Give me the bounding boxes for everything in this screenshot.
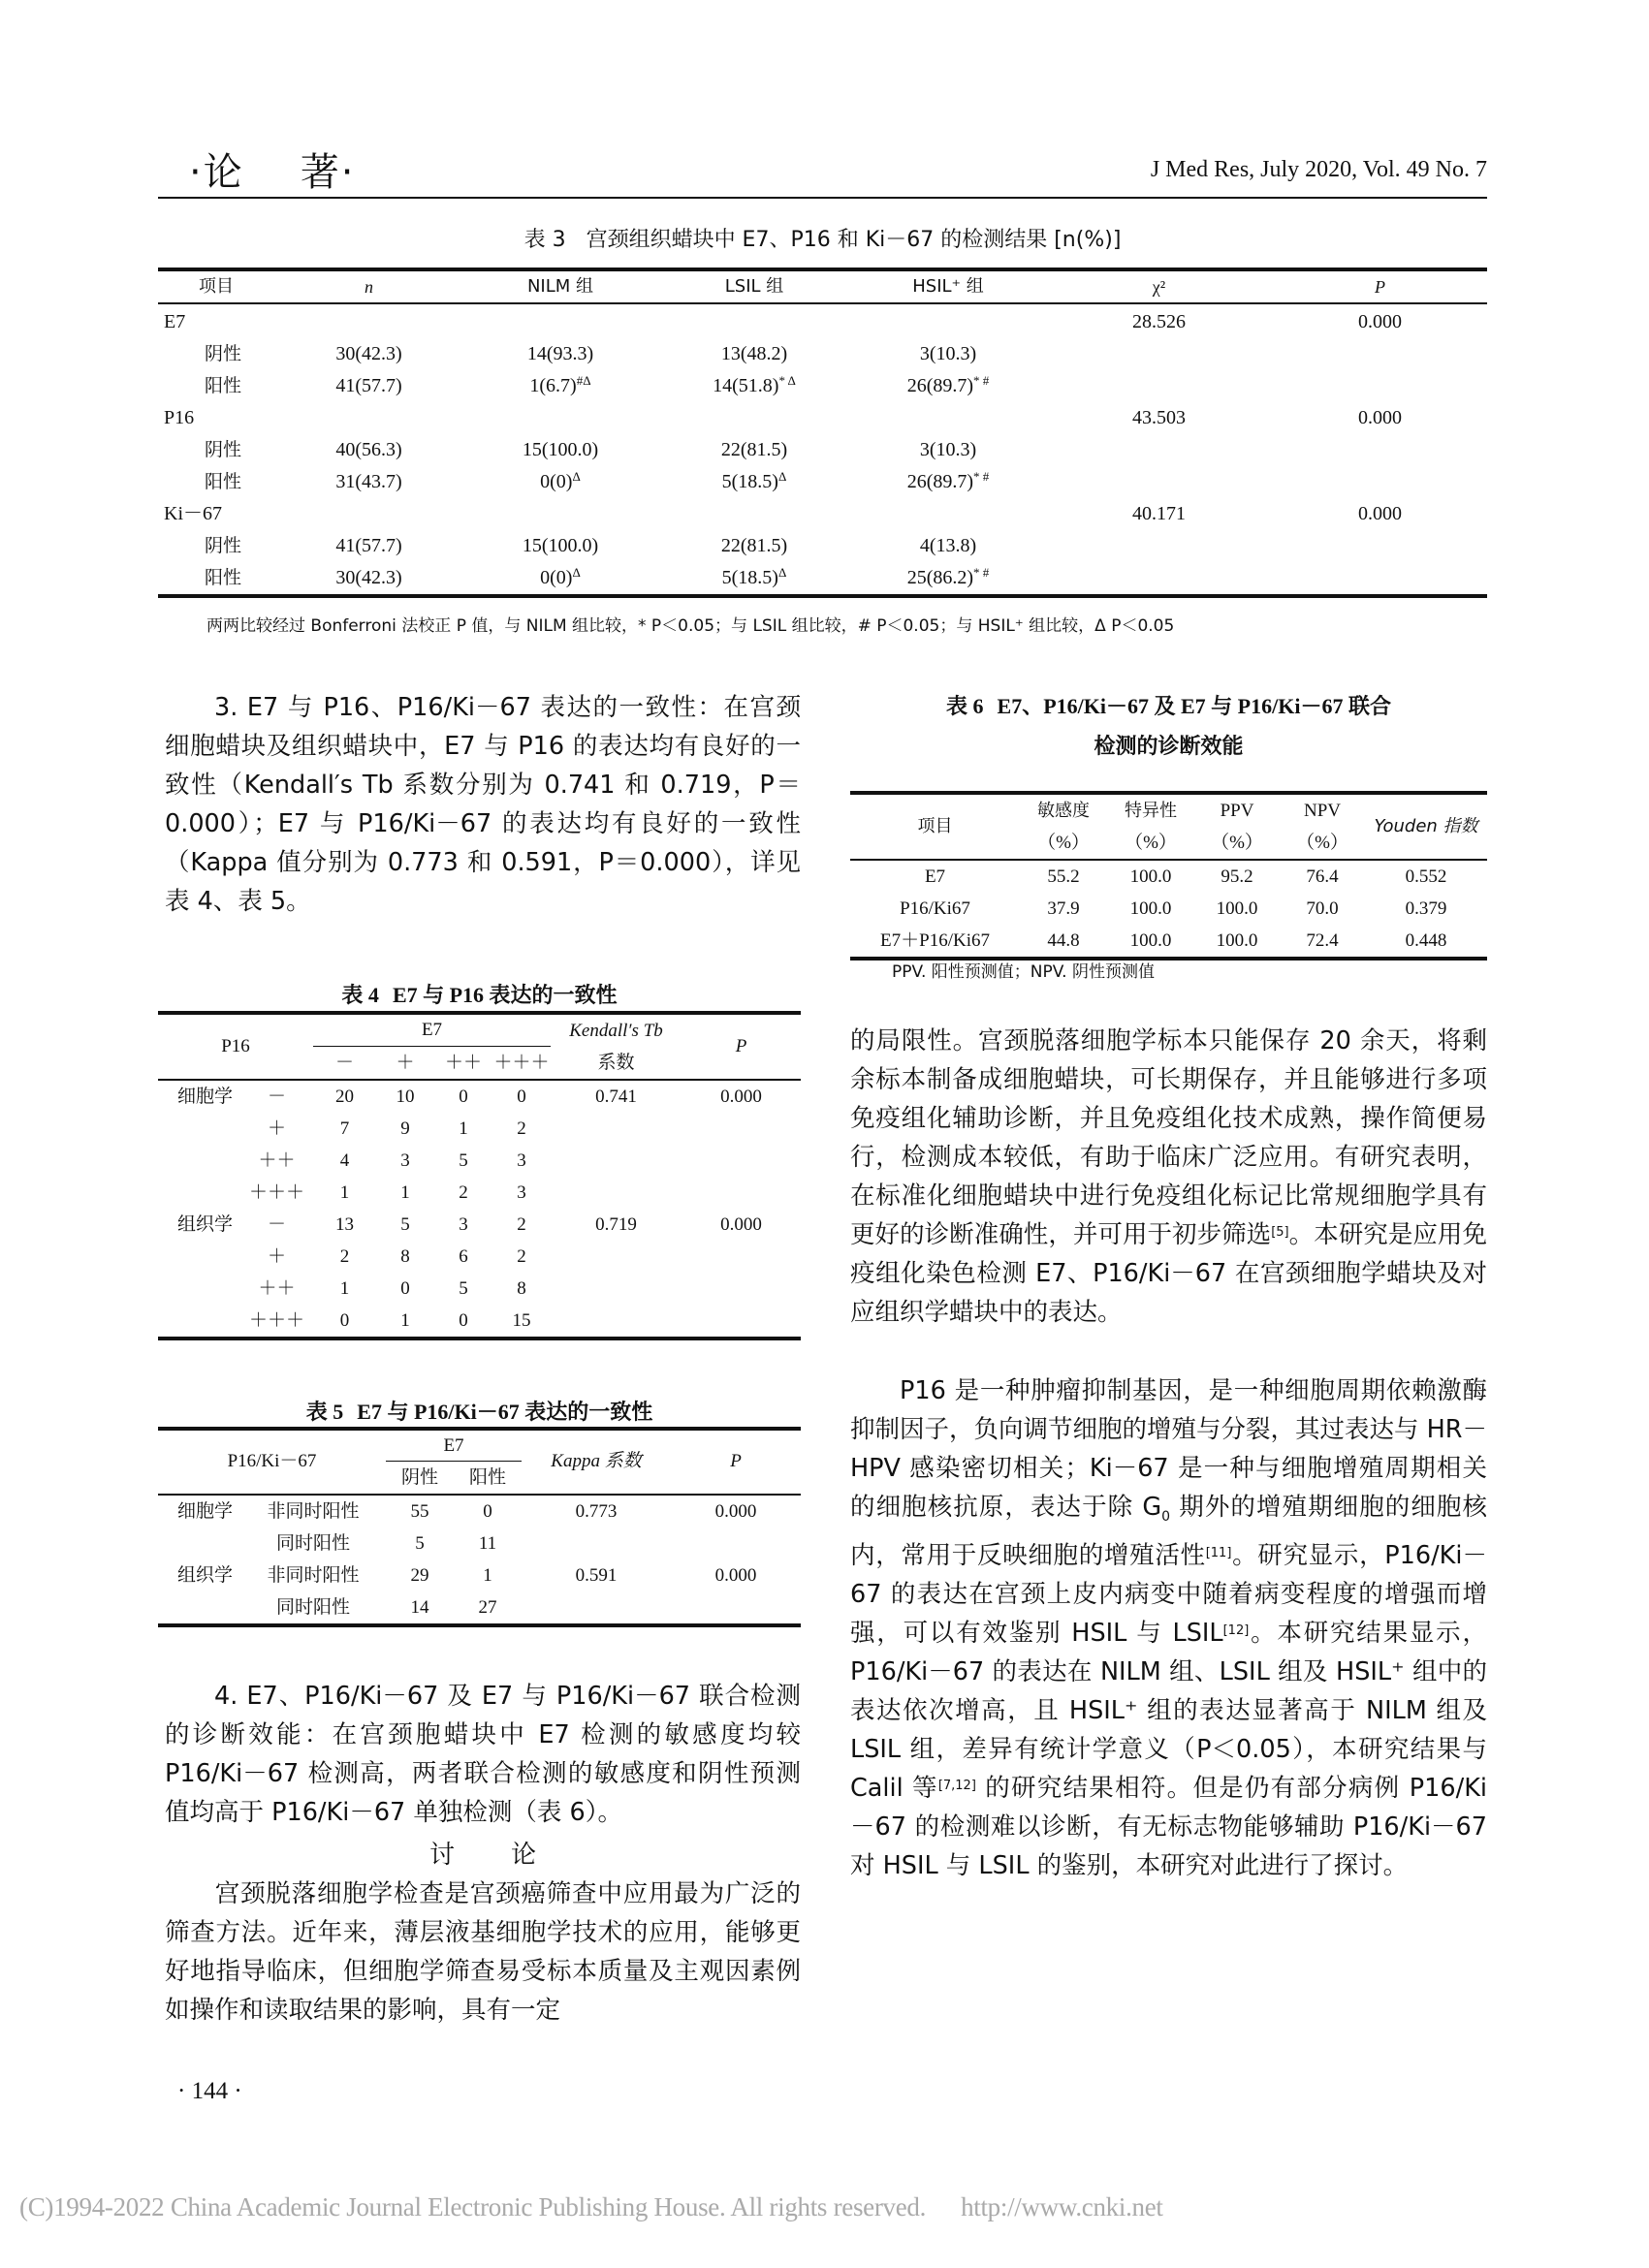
table4-level: ＋＋	[258, 1150, 296, 1171]
discussion-paragraph-1-right	[850, 1022, 1487, 1332]
table6-value: 95.2	[1221, 866, 1253, 887]
table3-caption	[158, 223, 1487, 253]
table4-count: 6	[459, 1245, 468, 1267]
table3-group-label: E7	[164, 310, 186, 332]
table6-row-item: P16/Ki67	[900, 898, 970, 919]
table5-body	[158, 1496, 801, 1623]
table4-count: 3	[517, 1150, 526, 1171]
empty-cell	[1045, 338, 1273, 370]
table4-kendall	[551, 1145, 682, 1177]
discussion-text: 宫颈脱落细胞学检查是宫颈癌筛查中应用最为广泛的筛查方法。近年来，薄层液基细胞学技术的应用，能够更好地指导临床，但细胞学筛查易受标本质量及主观因素例如操作和读取结果的影响，具有一定	[165, 1879, 801, 2025]
table3-caption-text: 宫颈组织蜡块中 E7、P16 和 Ki－67 的检测结果 [n(%)]	[586, 228, 1122, 252]
empty-cell	[657, 498, 851, 530]
table4-block-label	[158, 1113, 240, 1145]
table4-p	[682, 1113, 801, 1145]
page-number: · 144 ·	[177, 2078, 242, 2104]
table6-value: 100.0	[1129, 898, 1172, 919]
table4-count: 1	[339, 1181, 350, 1203]
table3-lsil: 22(81.5)	[720, 534, 788, 556]
table3-lsil: $14(51.8)^{* \Delta}$	[713, 372, 796, 396]
table5-block-label: 细胞学	[177, 1499, 234, 1522]
table4-kendall: 0.719	[595, 1213, 637, 1235]
table4-count: 8	[517, 1277, 526, 1299]
table4-count: 5	[459, 1150, 468, 1171]
table6-col-unit: （%）	[1296, 833, 1348, 853]
table4	[158, 1011, 801, 1340]
table4-level: ＋	[267, 1118, 286, 1139]
table6-value: 100.0	[1129, 866, 1172, 887]
table4-col-group-e7: E7	[313, 1015, 551, 1047]
empty-cell	[1045, 434, 1273, 466]
empty-cell	[274, 306, 463, 338]
table6-body	[850, 861, 1487, 957]
table4-count: 2	[517, 1245, 526, 1267]
table3-nilm: $0(0)^\Delta$	[540, 468, 581, 492]
empty-cell	[851, 402, 1045, 434]
section-label: ·论 著·	[189, 150, 356, 195]
empty-cell	[1273, 370, 1487, 402]
empty-cell	[657, 402, 851, 434]
table3-row-label: 阳性	[205, 470, 242, 492]
table3-lsil: 13(48.2)	[720, 342, 788, 364]
table5-count: 0	[483, 1500, 492, 1522]
table3-caption-prefix: 表 3	[523, 228, 566, 252]
table4-count: 1	[339, 1277, 350, 1299]
table5-block-label	[158, 1591, 240, 1623]
table5-count: 1	[483, 1564, 492, 1586]
table4-count: 5	[400, 1213, 410, 1235]
table3-note: 两两比较经过 Bonferroni 法校正 P 值，与 NILM 组比较，* P＜0.05；与 LSIL 组比较，# P＜0.05；与 HSIL⁺ 组比较，Δ P＜0.05	[206, 616, 1175, 636]
table4-p	[682, 1305, 801, 1337]
table6-caption-line1: E7、P16/Ki－67 及 E7 与 P16/Ki－67 联合	[997, 694, 1391, 718]
table4-count: 0	[459, 1309, 468, 1331]
table4-block-label: 组织学	[177, 1213, 234, 1235]
table4-col-kendall: Kendall′s Tb	[569, 1021, 663, 1041]
table4-header-row	[158, 1015, 801, 1079]
table5-bottom-rule	[158, 1623, 801, 1627]
table3-col-header: n	[365, 277, 373, 297]
table5-row-label: 非同时阳性	[267, 1563, 360, 1586]
table5-col-kappa: Kappa 系数	[551, 1451, 642, 1471]
table6-caption-prefix: 表 6	[946, 694, 984, 718]
table4-kendall	[551, 1241, 682, 1273]
table3-nilm: 14(93.3)	[526, 342, 594, 364]
table4-p	[682, 1145, 801, 1177]
table6-value: 0.552	[1405, 866, 1447, 887]
table6-caption	[850, 690, 1487, 760]
table4-caption-text: E7 与 P16 表达的一致性	[392, 983, 618, 1007]
table5-row-label: 同时阳性	[275, 1595, 350, 1618]
cnki-link[interactable]: http://www.cnki.net	[961, 2192, 1163, 2221]
table4-level: －	[267, 1086, 286, 1107]
table4-block-label	[158, 1241, 240, 1273]
table5-caption-prefix: 表 5	[305, 1400, 344, 1424]
table5-kappa: 0.591	[575, 1564, 618, 1586]
table5-header-row	[158, 1431, 801, 1494]
table6-col-unit: （%）	[1037, 833, 1090, 853]
empty-cell	[463, 498, 657, 530]
significance-marker: Δ	[572, 468, 581, 484]
table3-header-row	[158, 271, 1487, 302]
significance-marker: * #	[973, 372, 990, 388]
table6-note: PPV. 阳性预测值；NPV. 阴性预测值	[892, 962, 1155, 982]
table5-count: 11	[478, 1532, 497, 1554]
significance-marker: Δ	[572, 564, 581, 580]
table6-col-ppv: PPV	[1220, 801, 1254, 821]
table5-sub-col-negative: 阴性	[400, 1466, 438, 1488]
discussion-paragraph-2	[850, 1371, 1487, 1885]
table4-count: 0	[459, 1086, 468, 1107]
empty-cell	[851, 306, 1045, 338]
table3-col-header: LSIL 组	[724, 276, 784, 297]
table6-col-unit: （%）	[1211, 833, 1263, 853]
table4-count: 10	[396, 1086, 415, 1107]
table6-col-npv: NPV	[1303, 801, 1341, 821]
table5-row-label: 同时阳性	[275, 1531, 350, 1554]
table4-sub-col: ＋	[396, 1053, 415, 1073]
table4-count: 0	[339, 1309, 350, 1331]
table4-sub-col: －	[334, 1053, 354, 1073]
table3-p: 0.000	[1358, 310, 1402, 332]
table5-p: 0.000	[714, 1564, 757, 1586]
empty-cell	[463, 402, 657, 434]
table3-hsil: 26(89.7)* #	[906, 372, 990, 396]
table5-count: 5	[415, 1532, 425, 1554]
table4-count: 0	[517, 1086, 526, 1107]
table3-col-header: P	[1375, 277, 1385, 297]
table5-row-label: 非同时阳性	[267, 1499, 360, 1522]
table6-value: 100.0	[1216, 898, 1258, 919]
table4-block-label	[158, 1273, 240, 1305]
table3-hsil: 26(89.7)* #	[906, 468, 990, 492]
table3-col-header: 项目	[199, 276, 234, 297]
table4-caption-prefix: 表 4	[341, 983, 379, 1007]
table6-value: 44.8	[1047, 929, 1080, 951]
table4-bottom-rule	[158, 1337, 801, 1340]
table6-value: 0.448	[1405, 929, 1447, 951]
table4-col-p: P	[735, 1036, 747, 1056]
table3-nilm: $1(6.7)^{\#\Delta}$	[529, 372, 591, 396]
table4-count: 13	[335, 1213, 354, 1235]
journal-citation: J Med Res, July 2020, Vol. 49 No. 7	[1150, 157, 1487, 182]
table5-caption-text: E7 与 P16/Ki－67 表达的一致性	[357, 1400, 653, 1424]
table4-kendall	[551, 1177, 682, 1209]
table4-kendall	[551, 1273, 682, 1305]
table4-count: 3	[400, 1150, 410, 1171]
table4-count: 3	[459, 1213, 468, 1235]
table6-row-item: E7＋P16/Ki67	[880, 929, 990, 951]
table6-value: 37.9	[1047, 898, 1080, 919]
table3-hsil: 3(10.3)	[919, 438, 977, 460]
table4-count: 3	[517, 1181, 526, 1203]
empty-cell	[1273, 338, 1487, 370]
table4-p	[682, 1241, 801, 1273]
table3-p: 0.000	[1358, 406, 1402, 428]
table4-p: 0.000	[720, 1213, 762, 1235]
empty-cell	[657, 306, 851, 338]
table4-level: ＋＋	[258, 1277, 296, 1299]
table3-hsil: 4(13.8)	[919, 534, 977, 556]
table4-p	[682, 1177, 801, 1209]
empty-cell	[1273, 562, 1487, 594]
empty-cell	[1045, 370, 1273, 402]
significance-marker: Δ	[777, 468, 787, 484]
empty-cell	[851, 498, 1045, 530]
table4-count: 5	[459, 1277, 468, 1299]
table5-p	[671, 1528, 801, 1559]
table4-block-label: 细胞学	[177, 1085, 234, 1107]
table5-col-p16ki67: P16/Ki－67	[227, 1451, 317, 1471]
table3-row-label: 阳性	[205, 374, 242, 396]
table4-count: 1	[400, 1181, 410, 1203]
table6-col-youden: Youden 指数	[1374, 816, 1478, 836]
table4-level: ＋	[267, 1245, 286, 1267]
table5-sub-col-positive: 阳性	[468, 1466, 506, 1488]
discussion-paragraph-1-left	[165, 1874, 801, 2030]
table4-block-label	[158, 1145, 240, 1177]
table3-row-label: 阴性	[205, 342, 242, 364]
empty-cell	[463, 306, 657, 338]
empty-cell	[1045, 466, 1273, 498]
table3-nilm: 15(100.0)	[522, 438, 599, 460]
table5-count: 29	[410, 1564, 429, 1586]
table4-level: ＋＋＋	[248, 1181, 304, 1203]
table4-count: 9	[400, 1118, 410, 1139]
table3-nilm: $0(0)^\Delta$	[540, 564, 581, 588]
empty-cell	[1045, 562, 1273, 594]
header-rule	[158, 197, 1487, 199]
empty-cell	[274, 402, 463, 434]
table5-count: 55	[410, 1500, 429, 1522]
table6	[850, 791, 1487, 961]
table3-group-label: Ki－67	[164, 502, 222, 524]
table5-caption	[158, 1396, 801, 1426]
table3-n: 30(42.3)	[335, 566, 402, 588]
table6-header-row	[850, 795, 1487, 859]
table3-chi2: 28.526	[1132, 310, 1186, 332]
table4-kendall	[551, 1305, 682, 1337]
table4-col-p16: P16	[221, 1036, 250, 1056]
discussion-text: P16 是一种肿瘤抑制基因，是一种细胞周期依赖激酶抑制因子，负向调节细胞的增殖与分裂，其过表达与 HR－HPV 感染密切相关；Ki－67 是一种与细胞增殖周期相关的细胞核抗原，表达于除 G	[850, 1376, 1487, 1522]
table4-kendall: 0.741	[595, 1086, 637, 1107]
empty-cell	[274, 498, 463, 530]
table6-col-item: 项目	[917, 816, 953, 836]
significance-marker: * Δ	[778, 372, 796, 388]
significance-marker: Δ	[777, 564, 787, 580]
table4-sub-col: ＋＋＋	[493, 1053, 550, 1073]
table3-col-header: HSIL⁺ 组	[912, 276, 984, 297]
table3-n: 41(57.7)	[335, 374, 402, 396]
table5	[158, 1427, 801, 1627]
table4-kendall	[551, 1113, 682, 1145]
table4-level: ＋＋＋	[248, 1309, 304, 1331]
discussion-text: 。本研究结果显示，P16/Ki－67 的表达在 NILM 组、LSIL 组及 HSIL⁺ 组中的表达依次增高，且 HSIL⁺ 组的表达显著高于 NILM 组及 LSIL 组，差异有统计学意义（P＜0.05），本研究结果与 Calil 等	[850, 1619, 1487, 1804]
section4-text: 4. E7、P16/Ki－67 及 E7 与 P16/Ki－67 联合检测的诊断效能：在宫颈胞蜡块中 E7 检测的敏感度均较 P16/Ki－67 检测高，两者联合检测的敏感度和阴性预测值均高于 P16/Ki－67 单独检测（表 6）。	[165, 1682, 801, 1827]
table6-col-specificity: 特异性	[1125, 801, 1177, 821]
table3	[158, 268, 1487, 598]
table3-p: 0.000	[1358, 502, 1402, 524]
table6-value: 76.4	[1306, 866, 1339, 887]
table4-count: 15	[512, 1309, 531, 1331]
table4-body	[158, 1081, 801, 1337]
section-label-char-2: 著	[300, 150, 341, 195]
table4-count: 1	[459, 1118, 468, 1139]
table3-col-header: NILM 组	[526, 276, 594, 297]
table5-col-group-e7: E7	[386, 1431, 522, 1462]
discussion-heading-char-2: 论	[511, 1841, 537, 1870]
table3-n: 41(57.7)	[335, 534, 402, 556]
table6-col-sensitivity: 敏感度	[1037, 801, 1090, 821]
citation-ref[interactable]: [5]	[1271, 1225, 1289, 1240]
table4-count: 2	[339, 1245, 350, 1267]
table3-bottom-rule	[158, 594, 1487, 598]
copyright-footer	[19, 2192, 1163, 2222]
table5-block-label	[158, 1528, 240, 1559]
table6-value: 70.0	[1306, 898, 1339, 919]
table3-group-label: P16	[164, 406, 195, 428]
table4-count: 4	[339, 1150, 350, 1171]
section3-text: 3. E7 与 P16、P16/Ki－67 表达的一致性：在宫颈细胞蜡块及组织蜡块中，E7 与 P16 的表达均有良好的一致性（Kendall′s Tb 系数分别为 0.741 和 0.719，P＝0.000）；E7 与 P16/Ki－67 的表达均有良好的一致性（Kappa 值分别为 0.773 和 0.591，P＝0.000），详见表 4、表 5。	[165, 693, 801, 916]
table4-block-label	[158, 1305, 240, 1337]
table4-count: 20	[335, 1086, 354, 1107]
table6-value: 100.0	[1216, 929, 1258, 951]
table5-kappa: 0.773	[575, 1500, 618, 1522]
table6-value: 72.4	[1306, 929, 1339, 951]
table4-count: 8	[400, 1245, 410, 1267]
discussion-text: 。研究显示，P16/Ki－67 的表达在宫颈上皮内病变中随着病变程度的增强而增强，可以有效鉴别 HSIL 与 LSIL	[850, 1541, 1487, 1649]
table3-lsil: $5(18.5)^\Delta$	[721, 468, 787, 492]
table5-p	[671, 1591, 801, 1623]
table3-chi2: 43.503	[1132, 406, 1186, 428]
table5-count: 27	[478, 1596, 497, 1618]
table5-kappa	[522, 1591, 671, 1623]
table4-count: 2	[517, 1213, 526, 1235]
citation-ref[interactable]: [11]	[1205, 1546, 1232, 1561]
subscript: 0	[1161, 1509, 1171, 1526]
empty-cell	[1045, 530, 1273, 562]
table6-value: 55.2	[1047, 866, 1080, 887]
table3-n: 30(42.3)	[335, 342, 402, 364]
table3-row-label: 阳性	[205, 566, 242, 588]
table3-col-header: χ²	[1152, 277, 1166, 297]
table4-caption	[158, 979, 801, 1009]
table4-level: －	[267, 1213, 286, 1235]
table6-value: 100.0	[1129, 929, 1172, 951]
table5-block-label: 组织学	[177, 1563, 234, 1586]
table5-p: 0.000	[714, 1500, 757, 1522]
empty-cell	[1273, 466, 1487, 498]
significance-marker: * #	[973, 564, 990, 580]
table3-lsil: 22(81.5)	[720, 438, 788, 460]
discussion-text: 的局限性。宫颈脱落细胞学标本只能保存 20 余天，将剩余标本制备成细胞蜡块，可长期保存，并且能够进行多项免疫组化辅助诊断，并且免疫组化技术成熟，操作简便易行，检测成本较低，有助于临床广泛应用。有研究表明，在标准化细胞蜡块中进行免疫组化标记比常规细胞学具有更好的诊断准确性，并可用于初步筛选	[850, 1026, 1487, 1249]
table3-n: 40(56.3)	[335, 438, 402, 460]
table4-col-kendall-sub: 系数	[597, 1052, 635, 1073]
table3-row-label: 阴性	[205, 534, 242, 556]
significance-marker: #Δ	[576, 372, 591, 388]
table4-block-label	[158, 1177, 240, 1209]
citation-ref[interactable]: [12]	[1222, 1623, 1250, 1639]
table4-count: 7	[339, 1118, 350, 1139]
table5-kappa	[522, 1528, 671, 1559]
table4-sub-col: ＋＋	[444, 1053, 482, 1073]
section-label-char-1: 论	[203, 150, 244, 195]
table4-p: 0.000	[720, 1086, 762, 1107]
citation-ref[interactable]: [7,12]	[937, 1779, 976, 1794]
table6-caption-line2: 检测的诊断效能	[1094, 734, 1244, 758]
table3-row-label: 阴性	[205, 438, 242, 460]
table4-count: 2	[517, 1118, 526, 1139]
discussion-text: 的研究结果相符。但是仍有部分病例 P16/Ki－67 的检测难以诊断，有无标志物能够辅助 P16/Ki－67 对 HSIL 与 LSIL 的鉴别，本研究对此进行了探讨。	[850, 1774, 1487, 1881]
table3-n: 31(43.7)	[335, 470, 402, 492]
table3-hsil: 3(10.3)	[919, 342, 977, 364]
table3-lsil: $5(18.5)^\Delta$	[721, 564, 787, 588]
table3-body	[158, 304, 1487, 594]
table3-hsil: 25(86.2)* #	[906, 564, 990, 588]
section3-paragraph	[165, 688, 801, 921]
empty-cell	[1273, 530, 1487, 562]
empty-cell	[1273, 434, 1487, 466]
table4-count: 2	[459, 1181, 468, 1203]
table5-count: 14	[410, 1596, 429, 1618]
discussion-text: 。本研究是应用免疫组化染色检测 E7、P16/Ki－67 在宫颈细胞学蜡块及对应组织学蜡块中的表达。	[850, 1220, 1487, 1327]
significance-marker: * #	[973, 468, 990, 484]
section4-paragraph	[165, 1677, 801, 1832]
table4-count: 1	[400, 1309, 410, 1331]
table3-nilm: 15(100.0)	[522, 534, 599, 556]
table6-col-unit: （%）	[1125, 833, 1177, 853]
table6-value: 0.379	[1405, 898, 1447, 919]
table6-row-item: E7	[924, 866, 946, 887]
table5-col-p: P	[730, 1451, 742, 1471]
discussion-heading-char-1: 讨	[428, 1841, 455, 1870]
copyright-text: (C)1994-2022 China Academic Journal Electronic Publishing House. All rights reserved.	[19, 2192, 927, 2221]
table4-count: 0	[400, 1277, 410, 1299]
table4-p	[682, 1273, 801, 1305]
discussion-text: 期外的增殖期细胞的细胞核内，常用于反映细胞的增殖活性	[850, 1493, 1487, 1571]
discussion-heading	[165, 1835, 801, 1871]
table3-chi2: 40.171	[1132, 502, 1186, 524]
